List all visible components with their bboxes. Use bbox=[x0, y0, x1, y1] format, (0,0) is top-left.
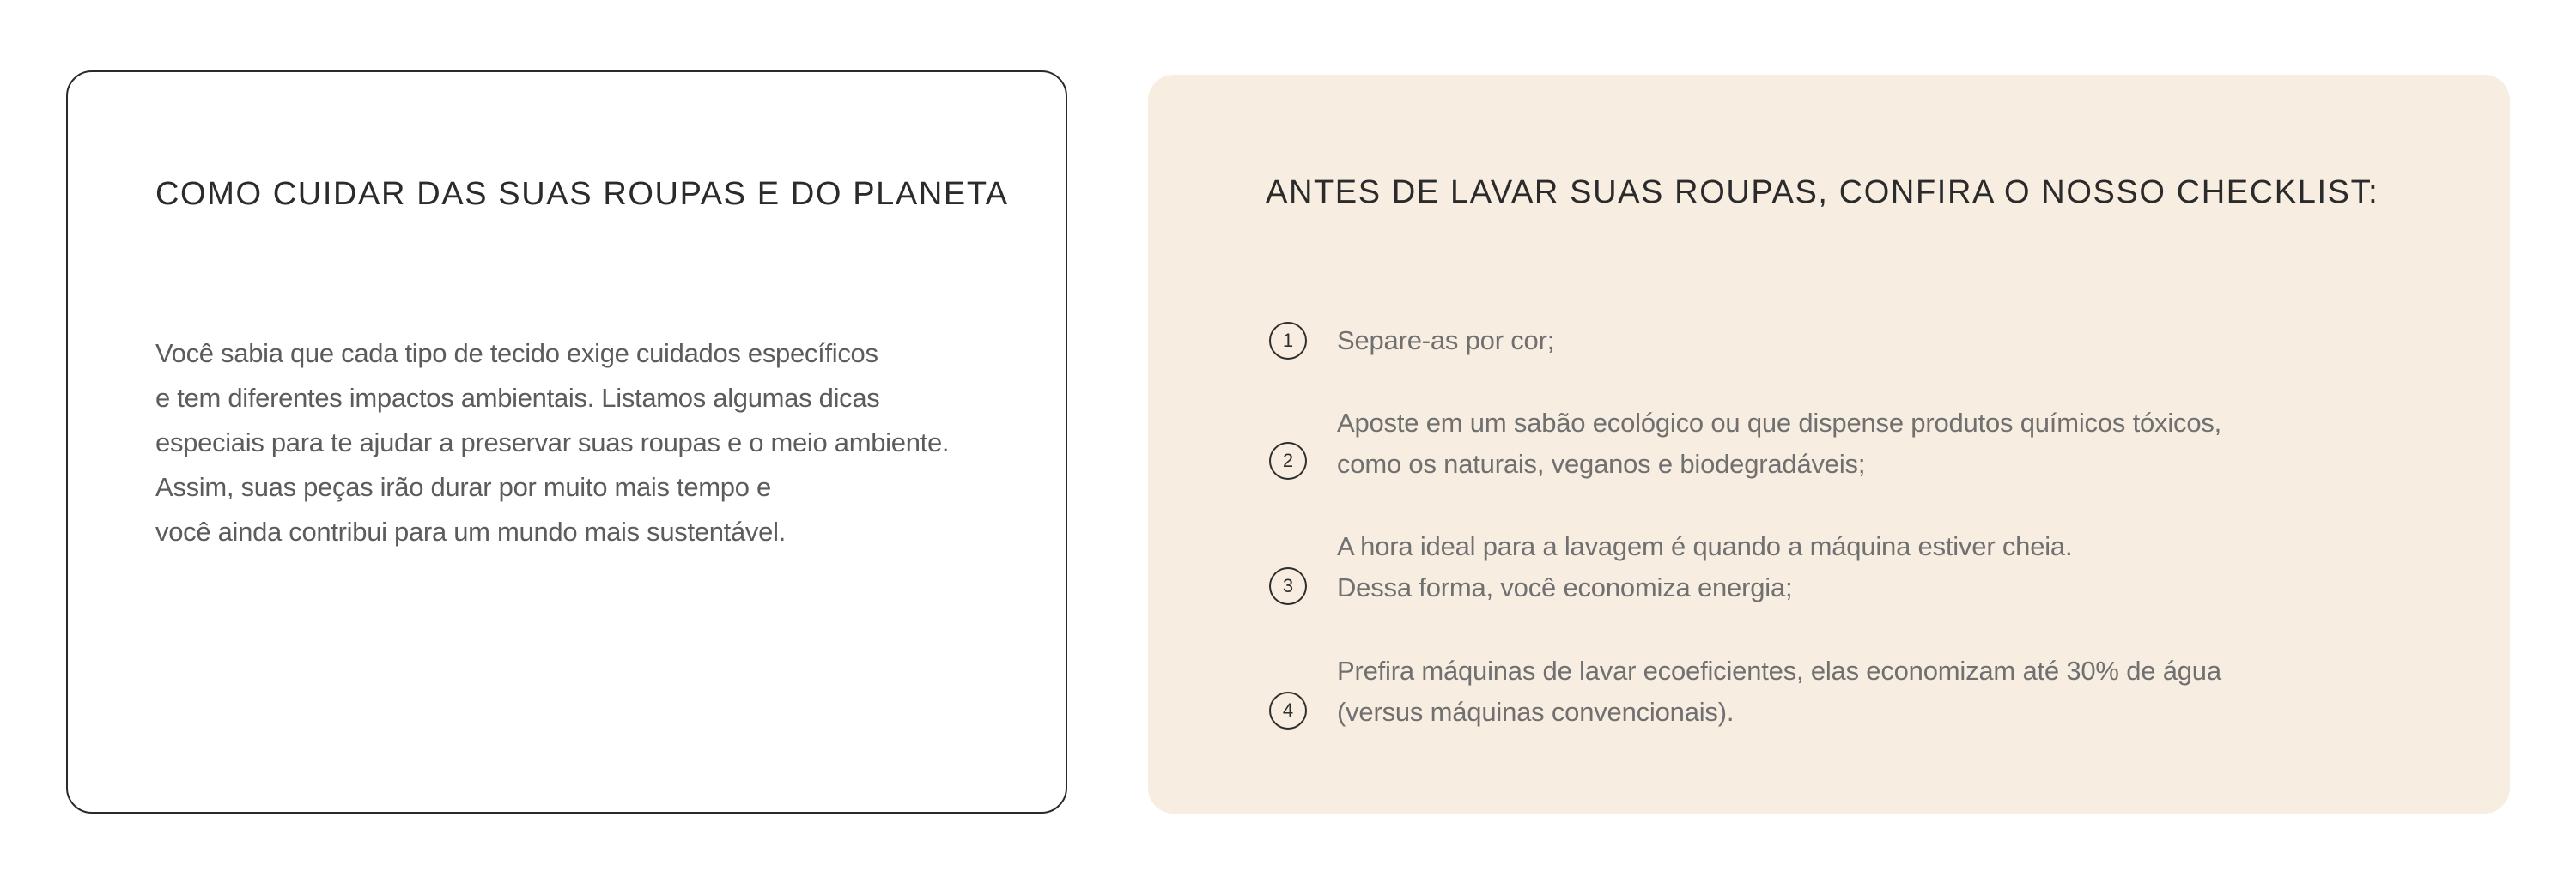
checklist-item-text bbox=[1337, 403, 2221, 485]
number-badge: 4 bbox=[1269, 692, 1307, 730]
checklist-item-text bbox=[1337, 526, 2072, 608]
checklist-item-line: Aposte em um sabão ecológico ou que dispense produtos químicos tóxicos, bbox=[1337, 408, 2222, 438]
checklist-item-text bbox=[1337, 320, 1554, 361]
body-line: Assim, suas peças irão durar por muito mais tempo e bbox=[155, 472, 771, 502]
checklist-item-line: como os naturais, veganos e biodegradáveis; bbox=[1337, 449, 1866, 479]
care-info-card bbox=[66, 70, 1067, 814]
checklist-item-line: A hora ideal para a lavagem é quando a máquina estiver cheia. bbox=[1337, 531, 2073, 561]
checklist-item-line: (versus máquinas convencionais). bbox=[1337, 697, 1735, 727]
body-line: especiais para te ajudar a preservar suas roupas e o meio ambiente. bbox=[155, 427, 950, 457]
checklist-item-line: Dessa forma, você economiza energia; bbox=[1337, 572, 1793, 602]
checklist-item-line: Prefira máquinas de lavar ecoeficientes, elas economizam até 30% de água bbox=[1337, 656, 2221, 686]
checklist-item-text bbox=[1337, 651, 2221, 733]
number-badge: 3 bbox=[1269, 567, 1307, 605]
checklist-card bbox=[1148, 75, 2510, 814]
checklist-title: ANTES DE LAVAR SUAS ROUPAS, CONFIRA O NOSSO CHECKLIST: bbox=[1266, 174, 2379, 210]
body-line: você ainda contribui para um mundo mais sustentável. bbox=[155, 517, 786, 547]
number-badge: 1 bbox=[1269, 322, 1307, 360]
checklist-item-line: Separe-as por cor; bbox=[1337, 325, 1555, 355]
number-badge: 2 bbox=[1269, 442, 1307, 480]
care-info-body bbox=[155, 331, 949, 554]
body-line: e tem diferentes impactos ambientais. Listamos algumas dicas bbox=[155, 383, 880, 413]
body-line: Você sabia que cada tipo de tecido exige cuidados específicos bbox=[155, 338, 878, 368]
care-info-title: COMO CUIDAR DAS SUAS ROUPAS E DO PLANETA bbox=[155, 176, 1009, 212]
